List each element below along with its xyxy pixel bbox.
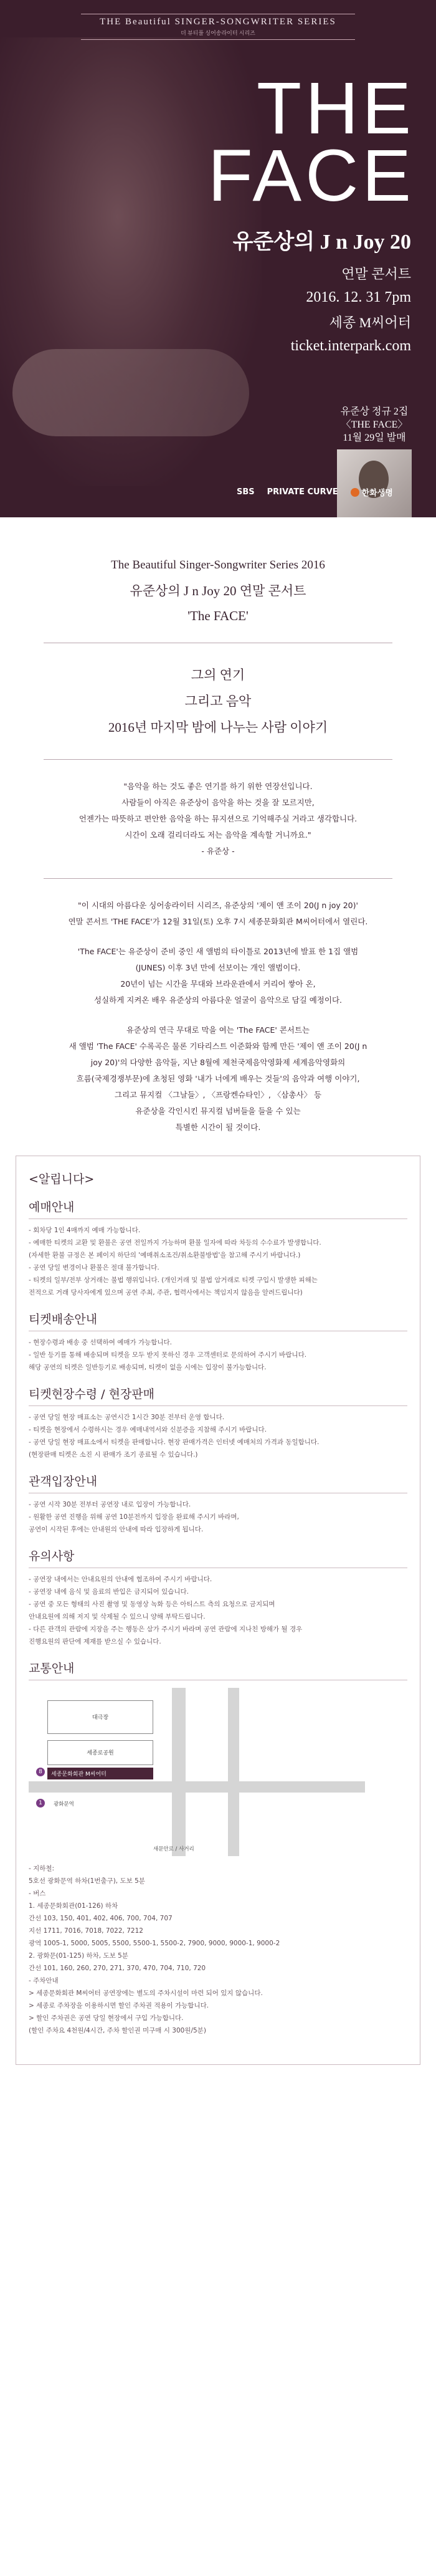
notice-item: - 현장수령과 배송 중 선택하여 예매가 가능합니다. — [29, 1339, 173, 1346]
notice-item: (현장판매 티켓은 소진 시 판매가 조기 종료될 수 있습니다.) — [29, 1451, 198, 1458]
series-subtitle: 더 뷰티풀 싱어송라이터 시리즈 — [181, 30, 255, 36]
transport-item: 2. 광화문(01-125) 하차, 도보 5분 — [29, 1952, 128, 1960]
concert-poster — [0, 0, 436, 517]
description-line: joy 20)'의 다양한 음악들, 지난 8월에 제천국제음악영화제 세계음악영화의 — [90, 1058, 346, 1067]
album-line-3: 11월 29일 발매 — [343, 433, 406, 443]
quote-line: 언젠가는 따뜻하고 편안한 음악을 하는 뮤지션으로 기억해주실 거라고 생각합니다. — [78, 814, 358, 823]
concert-date: 2016. 12. 31 7pm — [306, 289, 411, 305]
map-road — [172, 1688, 186, 1856]
divider — [44, 759, 392, 760]
notice-section — [29, 1385, 407, 1461]
map-road — [29, 1781, 365, 1793]
transport-item: - 버스 — [29, 1890, 46, 1897]
poster-big-title — [207, 67, 415, 217]
sponsor-private-curve-logo: PRIVATE CURVE — [267, 487, 338, 497]
map-road-label: 새문안로 / 사거리 — [153, 1846, 194, 1852]
album-cover-image — [337, 449, 412, 517]
description-paragraph — [0, 1022, 436, 1136]
concert-type: 연말 콘서트 — [341, 266, 411, 282]
notice-item: (자세한 환불 규정은 본 페이지 하단의 '예매취소조건/취소환불방법'을 참고해 주시기 바랍니다.) — [29, 1252, 301, 1259]
notice-section — [29, 1310, 407, 1374]
album-promo — [334, 405, 415, 517]
description-line: 연말 콘서트 'THE FACE'가 12월 31일(토) 오후 7시 세종문화회관 M씨어터에서 열린다. — [68, 917, 368, 926]
hanwha-mark-icon — [351, 488, 359, 497]
description-paragraph — [0, 944, 436, 1008]
transport-item: - 주차안내 — [29, 1977, 59, 1985]
notice-item: - 공연 시작 30분 전부터 공연장 내로 입장이 가능합니다. — [29, 1501, 191, 1508]
section-heading: 관객입장안내 — [29, 1472, 407, 1493]
notice-list — [29, 1224, 407, 1299]
intro-title-line: 'The FACE' — [187, 608, 249, 623]
notice-list — [29, 1336, 407, 1374]
description-line: 흐름(국제경쟁부문)에 초청된 영화 '내가 너에게 배우는 것들'의 음악과 여행 이야기, — [76, 1074, 360, 1083]
divider — [44, 878, 392, 879]
album-line-2: 〈THE FACE〉 — [341, 419, 408, 430]
concert-description — [0, 898, 436, 1136]
notice-section — [29, 1547, 407, 1648]
sponsor-hanwha-label: 한화생명 — [361, 489, 393, 498]
map-pin-icon: 1 — [36, 1799, 45, 1808]
description-line: 20년이 넘는 시간을 무대와 브라운관에서 커리어 쌓아 온, — [120, 979, 316, 989]
tagline-line: 그의 연기 — [191, 668, 245, 682]
big-title-line-2: FACE — [207, 135, 415, 217]
notice-item: 공연이 시작된 후에는 안내원의 안내에 따라 입장하게 됩니다. — [29, 1526, 204, 1533]
ticket-url[interactable]: ticket.interpark.com — [290, 338, 411, 354]
description-paragraph — [0, 898, 436, 930]
notice-item: 해당 공연의 티켓은 일반등기로 배송되며, 티켓이 없을 시에는 입장이 불가능합니다. — [29, 1364, 267, 1371]
description-line: 그리고 뮤지컬 〈그날들〉, 〈프랑켄슈타인〉, 〈삼총사〉 등 — [114, 1090, 322, 1099]
sponsor-hanwha-logo — [351, 486, 393, 498]
sponsor-logos — [237, 486, 393, 498]
notice-item: - 공연 당일 변경이나 환불은 절대 불가합니다. — [29, 1264, 159, 1271]
artist-photo-arm — [12, 349, 249, 436]
description-line: 유준상의 연극 무대로 막을 여는 'The FACE' 콘서트는 — [126, 1025, 310, 1035]
notice-item: 안내요원에 의해 저지 및 삭제될 수 있으니 양해 부탁드립니다. — [29, 1613, 206, 1621]
description-line: 새 앨범 'The FACE' 수록곡은 물론 기타리스트 이준화와 함께 만든 '제이 앤 조이 20(J n — [69, 1041, 367, 1051]
intro-concert-line: 유준상의 J n Joy 20 연말 콘서트 — [130, 583, 306, 598]
quote-line: 시간이 오래 걸리더라도 저는 음악을 계속할 거니까요." — [125, 830, 311, 840]
map-road — [228, 1688, 239, 1856]
notice-item: - 다른 관객의 관람에 지장을 주는 행동은 삼가 주시기 바라며 공연 관람에 지나친 방해가 될 경우 — [29, 1626, 303, 1633]
section-heading: 교통안내 — [29, 1659, 407, 1680]
tagline-line: 2016년 마지막 밤에 나누는 사람 이야기 — [108, 720, 328, 735]
series-title: THE Beautiful SINGER-SONGWRITER SERIES — [100, 17, 336, 27]
tagline — [0, 662, 436, 740]
notice-item: - 공연 당일 현장 매표소에서 티켓을 판매합니다. 현장 판매가격은 인터넷 예매처의 가격과 동일합니다. — [29, 1439, 320, 1446]
notice-item: - 일반 등기를 통해 배송되며 티켓을 모두 받지 못하신 경우 고객센터로 문의하여 주시기 바랍니다. — [29, 1351, 307, 1359]
transport-item: - 지하철: — [29, 1865, 55, 1872]
tagline-line: 그리고 음악 — [184, 694, 252, 709]
notice-item: - 티켓의 일부/전부 상거래는 불법 행위입니다. (개인거래 및 불법 암거래로 티켓 구입시 발생한 피해는 — [29, 1276, 318, 1284]
intro-series-line: The Beautiful Singer-Songwriter Series 2016 — [111, 558, 325, 572]
notice-item: - 공연 중 모든 형태의 사진 촬영 및 동영상 녹화 등은 아티스트 측의 요청으로 금지되며 — [29, 1601, 275, 1608]
notice-list — [29, 1498, 407, 1536]
transport-item: > 세종문화회관 M씨어터 공연장에는 별도의 주차시설이 마련 되어 있지 않습니다. — [29, 1989, 263, 1997]
transport-list — [29, 1862, 407, 2037]
transport-item: 광역 1005-1, 5000, 5005, 5500, 5500-1, 5500-2, 7900, 9000, 9000-1, 9000-2 — [29, 1940, 280, 1947]
description-line: 유준상을 각인시킨 뮤지컬 넘버들을 들을 수 있는 — [135, 1106, 301, 1116]
description-line: (JUNES) 이후 3년 만에 선보이는 개인 앨범이다. — [135, 963, 301, 972]
transport-item: 지선 1711, 7016, 7018, 7022, 7212 — [29, 1927, 143, 1935]
notice-box — [16, 1156, 420, 2065]
transport-section — [29, 1659, 407, 2037]
section-heading: 티켓현장수령 / 현장판매 — [29, 1385, 407, 1406]
transport-item: 1. 세종문화회관(01-126) 하차 — [29, 1902, 118, 1910]
notice-sections — [29, 1198, 407, 1648]
transport-item: 간선 103, 150, 401, 402, 406, 700, 704, 707 — [29, 1915, 173, 1922]
section-heading: 예매안내 — [29, 1198, 407, 1219]
concert-name: 유준상의 J n Joy 20 — [232, 231, 411, 254]
map-building-top: 대극장 — [47, 1700, 153, 1734]
sponsor-sbs-logo: SBS — [237, 487, 255, 497]
transport-item: 간선 101, 160, 260, 270, 271, 370, 470, 704, 710, 720 — [29, 1965, 206, 1972]
notice-item: - 티켓을 현장에서 수령하시는 경우 예매내역서와 신분증을 지참해 주시기 바랍니다. — [29, 1426, 267, 1434]
album-line-1: 유준상 정규 2집 — [340, 406, 409, 417]
notice-list — [29, 1411, 407, 1461]
notice-section — [29, 1198, 407, 1299]
transport-item: (할인 주차요 4천원/4시간, 주차 할인권 미구매 시 300원/5분) — [29, 2027, 206, 2034]
transport-item: 5호선 광화문역 하차(1번출구), 도보 5분 — [29, 1877, 145, 1885]
notice-item: 진행요원의 판단에 제재를 받으실 수 있습니다. — [29, 1638, 161, 1645]
venue-map — [29, 1688, 365, 1856]
map-pin-icon: 8 — [36, 1768, 45, 1776]
notice-item: 전적으로 거래 당사자에게 있으며 공연 주최, 주관, 협력사에서는 책임지지 않음을 알려드립니다) — [29, 1289, 303, 1296]
transport-item: > 세종로 주차장을 이용하시면 할인 주차권 적용이 가능합니다. — [29, 2002, 209, 2009]
description-line: 성실하게 지켜온 배우 유준상의 아름다운 얼굴이 음악으로 담길 예정이다. — [93, 995, 342, 1005]
section-heading: 유의사항 — [29, 1547, 407, 1568]
quote-line: "음악을 하는 것도 좋은 연기를 하기 위한 연장선입니다. — [123, 782, 313, 791]
notice-item: - 원활한 공연 진행을 위해 공연 10분전까지 입장을 완료해 주시기 바라며, — [29, 1513, 239, 1521]
notice-title: <알립니다> — [29, 1172, 95, 1186]
notice-item: - 회차당 1인 4매까지 예매 가능합니다. — [29, 1227, 141, 1234]
notice-item: - 예매한 티켓의 교환 및 환불은 공연 전일까지 가능하며 환불 일자에 따라 차등의 수수료가 발생합니다. — [29, 1239, 321, 1247]
notice-section — [29, 1472, 407, 1536]
intro-section — [0, 517, 436, 624]
big-title-line-1: THE — [257, 67, 415, 150]
section-heading: 티켓배송안내 — [29, 1310, 407, 1331]
concert-info — [233, 224, 411, 355]
concert-venue: 세종 M씨어터 — [329, 315, 411, 330]
quote-line: 사람들이 아직은 유준상이 음악을 하는 것을 잘 모르지만, — [121, 798, 315, 807]
description-line: "이 시대의 아름다운 싱어송라이터 시리즈, 유준상의 '제이 앤 조이 20(J n joy 20)' — [78, 901, 358, 910]
quote-author: - 유준상 - — [201, 846, 235, 856]
notice-list — [29, 1573, 407, 1648]
artist-quote — [0, 778, 436, 859]
description-line: 'The FACE'는 유준상이 준비 중인 새 앨범의 타이틀로 2013년에 발표 한 1집 앨범 — [77, 947, 359, 956]
map-station-label: 광화문역 — [54, 1801, 74, 1808]
map-building-left: 세종로공원 — [47, 1740, 153, 1765]
description-line: 특별한 시간이 될 것이다. — [175, 1123, 261, 1132]
series-header — [0, 14, 436, 40]
transport-item: > 할인 주차권은 공연 당일 현장에서 구입 가능합니다. — [29, 2014, 184, 2022]
notice-item: - 공연 당일 현장 매표소는 공연시간 1시간 30분 전부터 운영 합니다. — [29, 1414, 225, 1421]
notice-item: - 공연장 내에 음식 및 음료의 반입은 금지되어 있습니다. — [29, 1588, 189, 1596]
notice-item: - 공연장 내에서는 안내요원의 안내에 협조하여 주시기 바랍니다. — [29, 1576, 212, 1583]
map-venue-label: 세종문화회관 M씨어터 — [47, 1768, 153, 1779]
